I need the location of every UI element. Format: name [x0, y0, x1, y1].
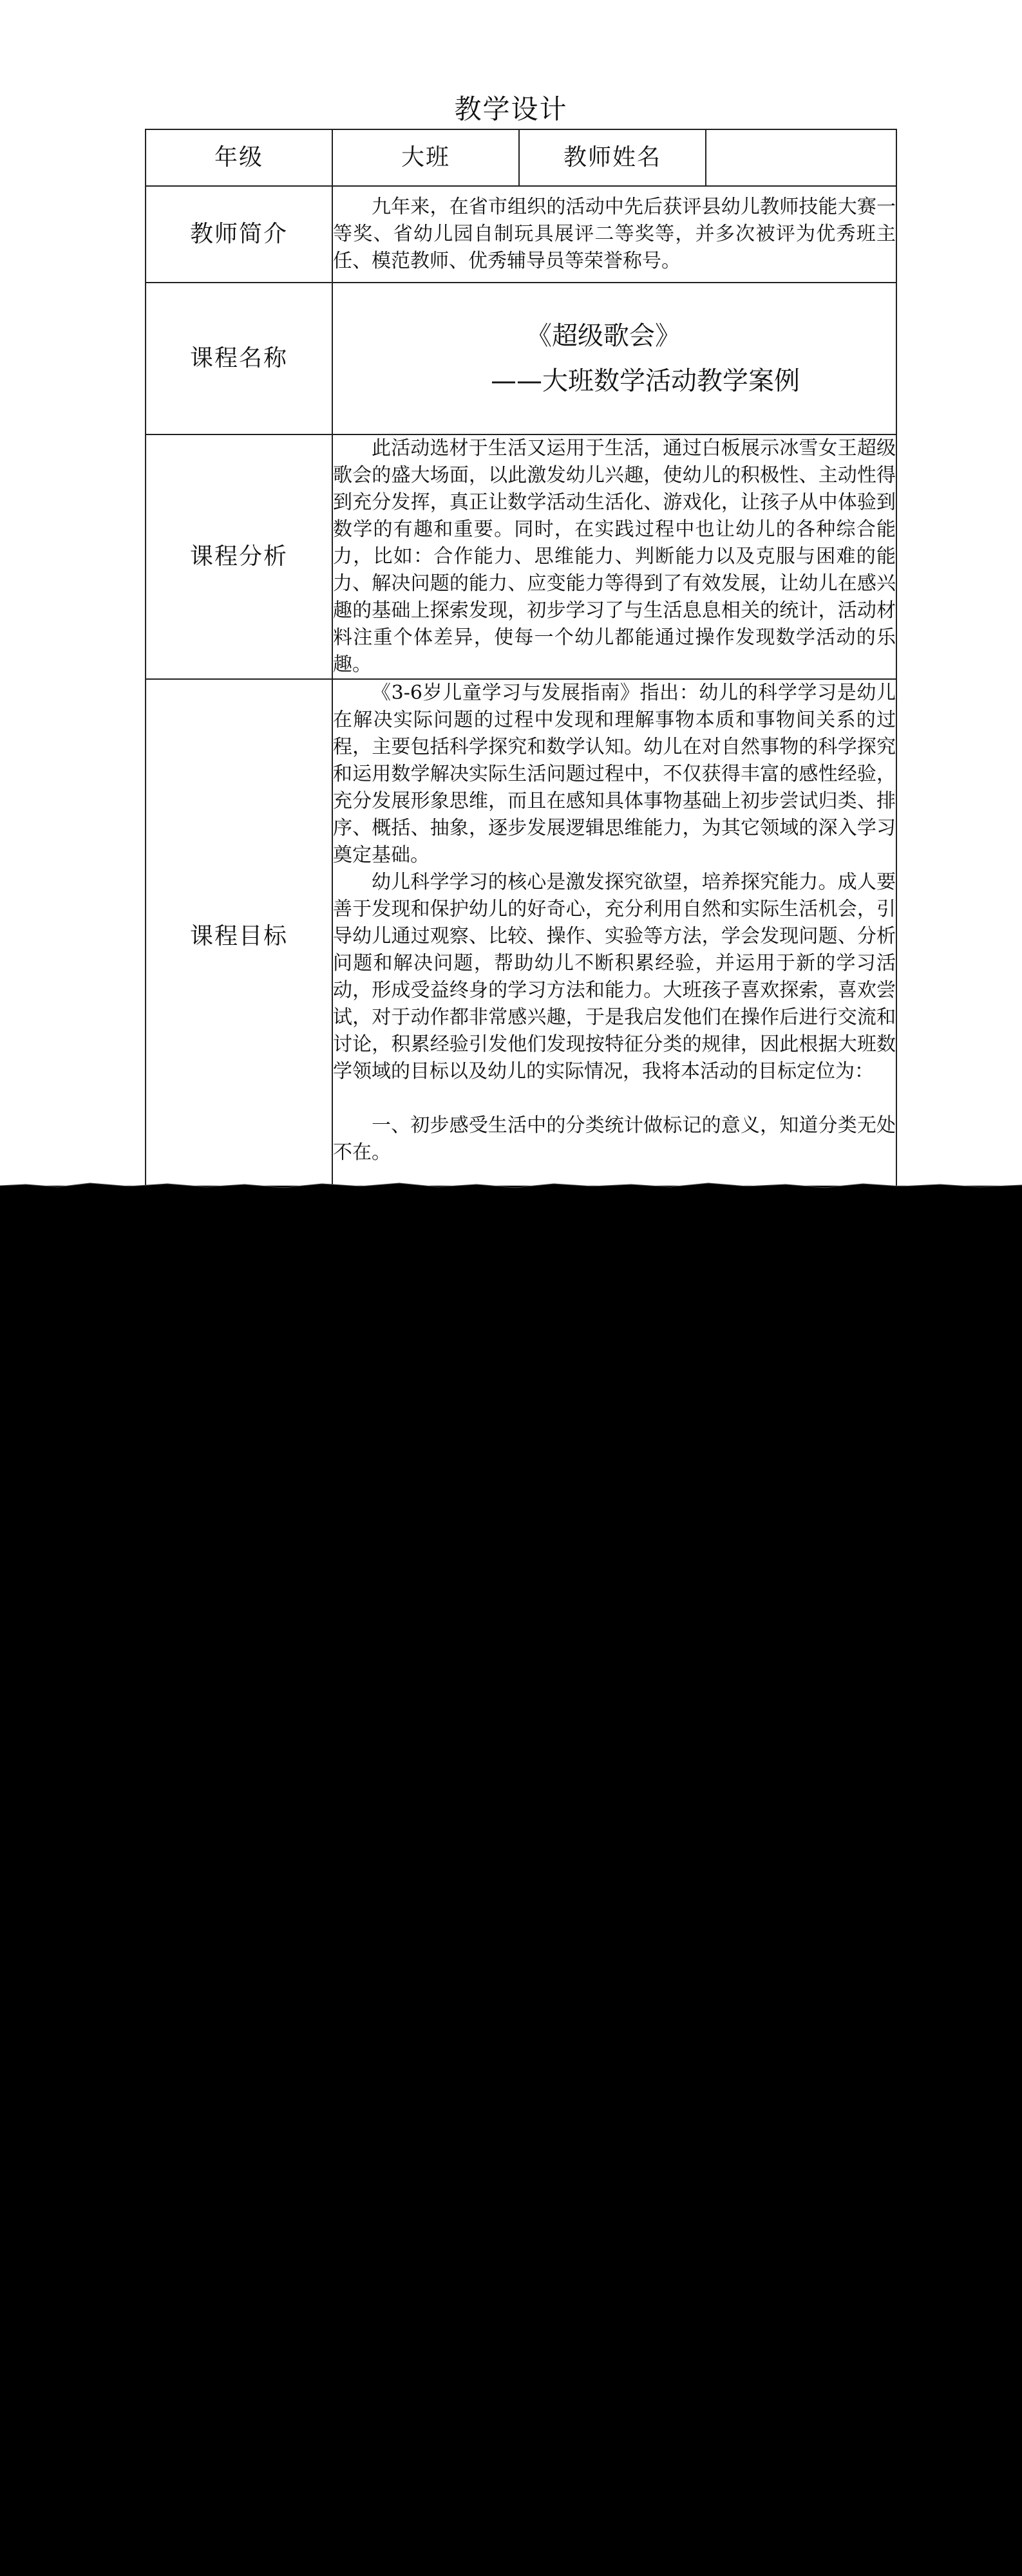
course-subtitle: ——大班数学活动教学案例 [491, 366, 800, 396]
grade-label: 年级 [146, 129, 332, 186]
course-name-cell [332, 283, 896, 434]
objectives-paragraph-3: 一、初步感受生活中的分类统计做标记的意义，知道分类无处不在。 [333, 1114, 896, 1164]
document-title: 教学设计 [454, 93, 568, 125]
objectives-spacer [333, 1085, 896, 1112]
course-name-label: 课程名称 [146, 283, 332, 434]
teacher-intro-label: 教师简介 [146, 186, 332, 283]
objectives-paragraph-1: 《3-6岁儿童学习与发展指南》指出：幼儿的科学学习是幼儿在解决实际问题的过程中发现和理解事物本质和事物间关系的过程，主要包括科学探究和数学认知。幼儿在对自然事物的科学探究和运用数学解决实际生活问题过程中，不仅获得丰富的感性经验，充分发展形象思维，而且在感知具体事物基础上初步尝试归类、排序、概括、抽象，逐步发展逻辑思维能力，为其它领域的深入学习奠定基础。 [333, 682, 896, 866]
course-analysis-label: 课程分析 [146, 434, 332, 679]
teacher-intro-cell [332, 186, 896, 283]
course-analysis-cell [332, 434, 896, 679]
course-objectives-cell [332, 679, 896, 1186]
grade-value: 大班 [332, 129, 519, 186]
teaching-design-table [145, 129, 897, 1186]
header-row [146, 129, 896, 186]
teacher-intro-text: 九年来，在省市组织的活动中先后获评县幼儿教师技能大赛一等奖、省幼儿园自制玩具展评二等奖等，并多次被评为优秀班主任、模范教师、优秀辅导员等荣誉称号。 [333, 196, 896, 272]
objectives-paragraph-2: 幼儿科学学习的核心是激发探究欲望，培养探究能力。成人要善于发现和保护幼儿的好奇心，充分利用自然和实际生活机会，引导幼儿通过观察、比较、操作、实验等方法，学会发现问题、分析问题和解决问题，帮助幼儿不断积累经验，并运用于新的学习活动，形成受益终身的学习方法和能力。大班孩子喜欢探索，喜欢尝试，对于动作都非常感兴趣，于是我启发他们在操作后进行交流和讨论，积累经验引发他们发现按特征分类的规律，因此根据大班数学领域的目标以及幼儿的实际情况，我将本活动的目标定位为： [333, 871, 896, 1083]
course-objectives-label: 课程目标 [146, 679, 332, 1186]
document-page [0, 0, 1022, 1186]
teacher-name-value [706, 129, 896, 186]
course-analysis-row [146, 434, 896, 679]
teacher-name-label: 教师姓名 [519, 129, 706, 186]
course-analysis-text: 此活动选材于生活又运用于生活，通过白板展示冰雪女王超级歌会的盛大场面，以此激发幼儿兴趣，使幼儿的积极性、主动性得到充分发挥，真正让数学活动生活化、游戏化，让孩子从中体验到数学的有趣和重要。同时，在实践过程中也让幼儿的各种综合能力，比如：合作能力、思维能力、判断能力以及克服与困难的能力、解决问题的能力、应变能力等得到了有效发展，让幼儿在感兴趣的基础上探索发现，初步学习了与生活息息相关的统计，活动材料注重个体差异，使每一个幼儿都能通过操作发现数学活动的乐趣。 [333, 437, 896, 676]
teacher-intro-row [146, 186, 896, 283]
course-objectives-row [146, 679, 896, 1186]
course-name-row [146, 283, 896, 434]
course-title: 《超级歌会》 [526, 321, 681, 351]
torn-page-edge [0, 1179, 1022, 1195]
